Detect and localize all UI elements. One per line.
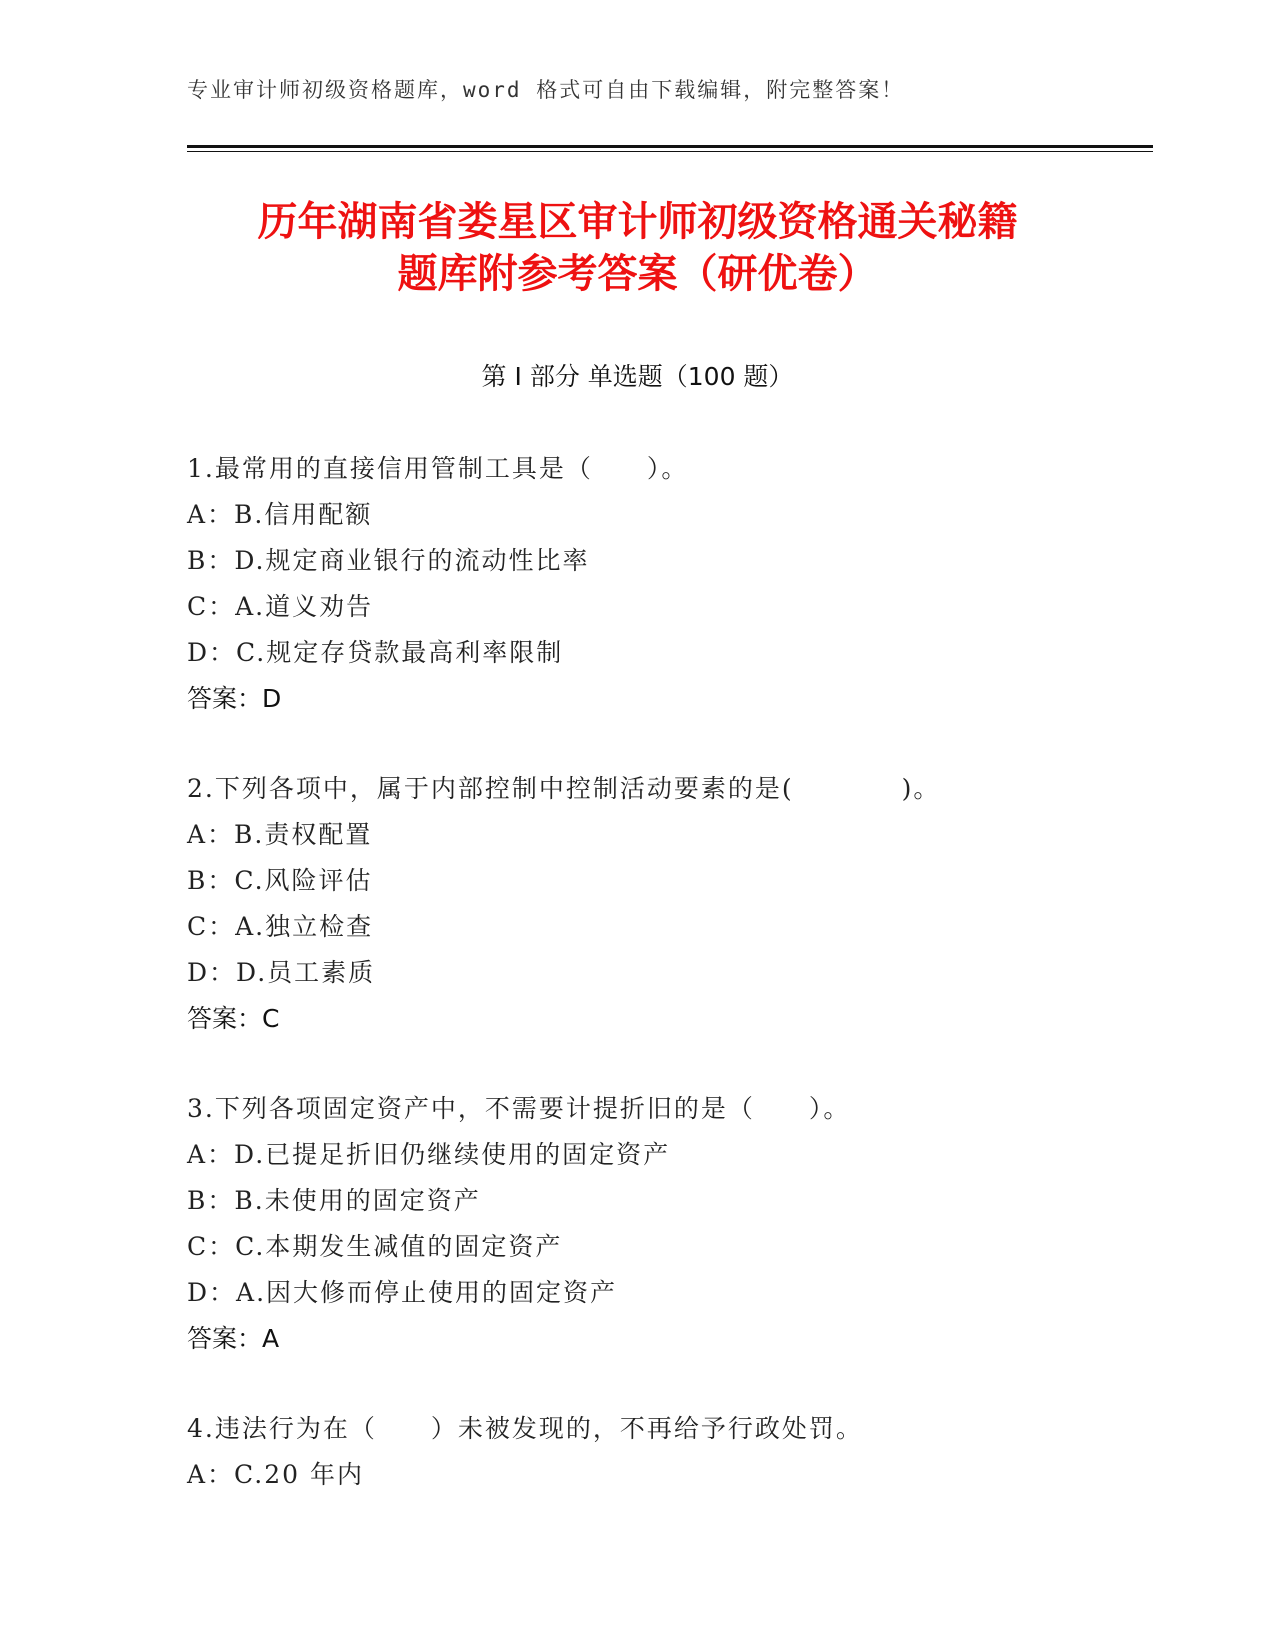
header-note: 专业审计师初级资格题库，word 格式可自由下载编辑，附完整答案！ [187,78,905,102]
question-list [187,446,1153,1542]
question-3 [187,1086,1153,1362]
option-a: A：C.20 年内 [187,1460,364,1489]
option-d: D：D.员工素质 [187,958,376,987]
option-c: C：C.本期发生减值的固定资产 [187,1232,563,1261]
option-b: B：B.未使用的固定资产 [187,1186,481,1215]
answer: 答案：A [187,1324,280,1353]
question-stem: 1.最常用的直接信用管制工具是（ ）。 [187,454,689,483]
question-4 [187,1406,1153,1498]
question-stem: 4.违法行为在（ ）未被发现的，不再给予行政处罚。 [187,1414,863,1443]
answer: 答案：C [187,1004,280,1033]
option-d: D：C.规定存贷款最高利率限制 [187,638,564,667]
document-title-line-2: 题库附参考答案（研优卷） [397,251,878,297]
option-a: A：B.责权配置 [187,820,373,849]
header-rule-thick [187,145,1153,148]
option-b: B：D.规定商业银行的流动性比率 [187,546,590,575]
header-rule-thin [187,151,1153,152]
answer: 答案：D [187,684,282,713]
document-title-line-1: 历年湖南省娄星区审计师初级资格通关秘籍 [257,199,1018,245]
option-a: A：B.信用配额 [187,500,373,529]
question-stem: 3.下列各项固定资产中，不需要计提折旧的是（ ）。 [187,1094,851,1123]
option-c: C：A.道义劝告 [187,592,374,621]
option-a: A：D.已提足折旧仍继续使用的固定资产 [187,1140,671,1169]
document-title [0,196,1275,300]
option-d: D：A.因大修而停止使用的固定资产 [187,1278,618,1307]
question-1 [187,446,1153,722]
option-b: B：C.风险评估 [187,866,373,895]
question-stem: 2.下列各项中，属于内部控制中控制活动要素的是( )。 [187,774,941,803]
section-title: 第 I 部分 单选题（100 题） [481,362,794,391]
question-2 [187,766,1153,1042]
option-c: C：A.独立检查 [187,912,374,941]
